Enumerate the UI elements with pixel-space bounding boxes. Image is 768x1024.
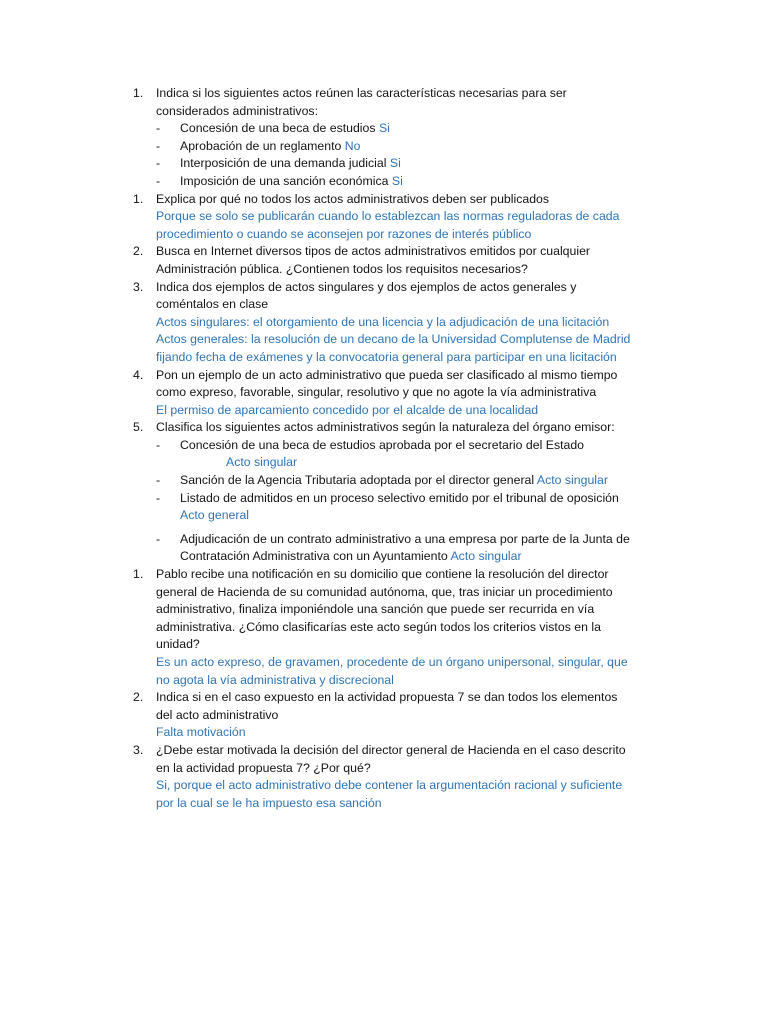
bullet-dash: - (156, 121, 161, 136)
question-text: Clasifica los siguientes actos administrativos según la naturaleza del órgano emisor: (156, 420, 615, 435)
question-text: Indica si los siguientes actos reúnen las características necesarias para ser (156, 86, 567, 100)
item-text: Aprobación de un reglamento (180, 138, 342, 153)
answer-text: Si (378, 121, 390, 136)
list-item (133, 138, 693, 156)
question-text: Indica dos ejemplos de actos singulares y dos ejemplos de actos generales y (156, 279, 577, 294)
answer-text: El permiso de aparcamiento concedido por el alcalde de una localidad (156, 402, 539, 417)
question-number: 1. (133, 191, 144, 206)
question-9 (133, 742, 693, 812)
question-text: Pon un ejemplo de un acto administrativo que pueda ser clasificado al mismo tiempo (156, 367, 618, 382)
question-3 (133, 243, 693, 278)
bullet-dash: - (156, 173, 161, 188)
question-text: en la actividad propuesta 7? ¿Por qué? (156, 760, 371, 775)
question-number: 2. (133, 690, 144, 705)
question-text: administrativo, finaliza imponiéndole una sanción que puede ser recurrida en vía (156, 602, 595, 617)
question-5 (133, 367, 693, 420)
list-item (133, 437, 693, 472)
answer-text: Actos generales: la resolución de un decano de la Universidad Complutense de Madrid (156, 332, 631, 347)
item-text: Interposición de una demanda judicial (180, 156, 387, 171)
item-text: Concesión de una beca de estudios (180, 121, 376, 136)
list-item (133, 155, 693, 173)
list-item (133, 173, 693, 191)
question-text: administrativa. ¿Cómo clasificarías este acto según todos los criterios vistos en la (156, 619, 601, 634)
question-number: 1. (133, 567, 144, 582)
question-text: considerados administrativos: (156, 103, 318, 118)
answer-text: Es un acto expreso, de gravamen, procedente de un órgano unipersonal, singular, que (156, 655, 628, 669)
question-text: Pablo recibe una notificación en su domicilio que contiene la resolución del director (156, 567, 609, 582)
answer-text: Si, porque el acto administrativo debe contener la argumentación racional y suficiente (156, 778, 623, 793)
bullet-dash: - (156, 473, 161, 488)
answer-text: fijando fecha de exámenes y la convocatoria general para participar en una licitación (156, 349, 617, 364)
item-text: Concesión de una beca de estudios aprobada por el secretario del Estado (180, 437, 585, 452)
item-text: Adjudicación de un contrato administrativo a una empresa por parte de la Junta de (180, 531, 630, 546)
question-2 (133, 191, 693, 244)
question-number: 1. (133, 86, 144, 100)
item-text: Contratación Administrativa con un Ayuntamiento (180, 549, 448, 564)
bullet-dash: - (156, 156, 161, 171)
answer-text: no agota la vía administrativa y discrecional (156, 672, 394, 687)
answer-text: Falta motivación (156, 725, 246, 740)
list-item (133, 120, 693, 138)
answer-text: Si (389, 156, 401, 171)
answer-text: Acto general (180, 508, 250, 523)
question-7 (133, 566, 693, 689)
question-6 (133, 419, 693, 437)
question-number: 4. (133, 367, 144, 382)
bullet-dash: - (156, 490, 161, 505)
question-text: coméntalos en clase (156, 297, 269, 312)
question-text: general de Hacienda de su comunidad autónoma, que, tras iniciar un procedimiento (156, 584, 613, 599)
list-item (133, 531, 693, 566)
item-text: Imposición de una sanción económica (180, 173, 389, 188)
answer-text: por la cual se le ha impuesto esa sanción (156, 795, 382, 810)
list-item (133, 472, 693, 490)
question-8 (133, 689, 693, 742)
question-text: Administración pública. ¿Contienen todos los requisitos necesarios? (156, 261, 528, 276)
question-text: unidad? (156, 637, 200, 652)
answer-text: Acto singular (536, 473, 608, 488)
answer-text: Si (391, 173, 403, 188)
bullet-dash: - (156, 437, 161, 452)
bullet-dash: - (156, 531, 161, 546)
question-text: como expreso, favorable, singular, resolutivo y que no agote la vía administrativa (156, 385, 597, 400)
answer-text: No (344, 138, 361, 153)
question-text: del acto administrativo (156, 707, 279, 722)
answer-text: procedimiento o cuando se aconsejen por razones de interés público (156, 226, 532, 241)
answer-text: Acto singular (450, 549, 522, 564)
question-text: Indica si en el caso expuesto en la actividad propuesta 7 se dan todos los elementos (156, 690, 618, 705)
question-text: Busca en Internet diversos tipos de actos administrativos emitidos por cualquier (156, 244, 591, 259)
answer-text: Actos singulares: el otorgamiento de una licencia y la adjudicación de una licitación (156, 314, 610, 329)
question-number: 3. (133, 279, 144, 294)
question-number: 3. (133, 742, 144, 757)
list-item (133, 490, 693, 525)
question-number: 5. (133, 420, 144, 435)
item-text: Listado de admitidos en un proceso selectivo emitido por el tribunal de oposición (180, 490, 619, 505)
answer-text: Acto singular (226, 455, 298, 470)
item-text: Sanción de la Agencia Tributaria adoptada por el director general (180, 473, 535, 488)
answer-text: Porque se solo se publicarán cuando lo establezcan las normas reguladoras de cada (156, 209, 620, 224)
question-number: 2. (133, 244, 144, 259)
question-1 (133, 85, 693, 120)
question-4 (133, 279, 693, 367)
question-text: ¿Debe estar motivada la decisión del director general de Hacienda en el caso descrito (156, 742, 626, 757)
exercise-list (133, 85, 693, 812)
bullet-dash: - (156, 138, 161, 153)
question-text: Explica por qué no todos los actos administrativos deben ser publicados (156, 191, 550, 206)
